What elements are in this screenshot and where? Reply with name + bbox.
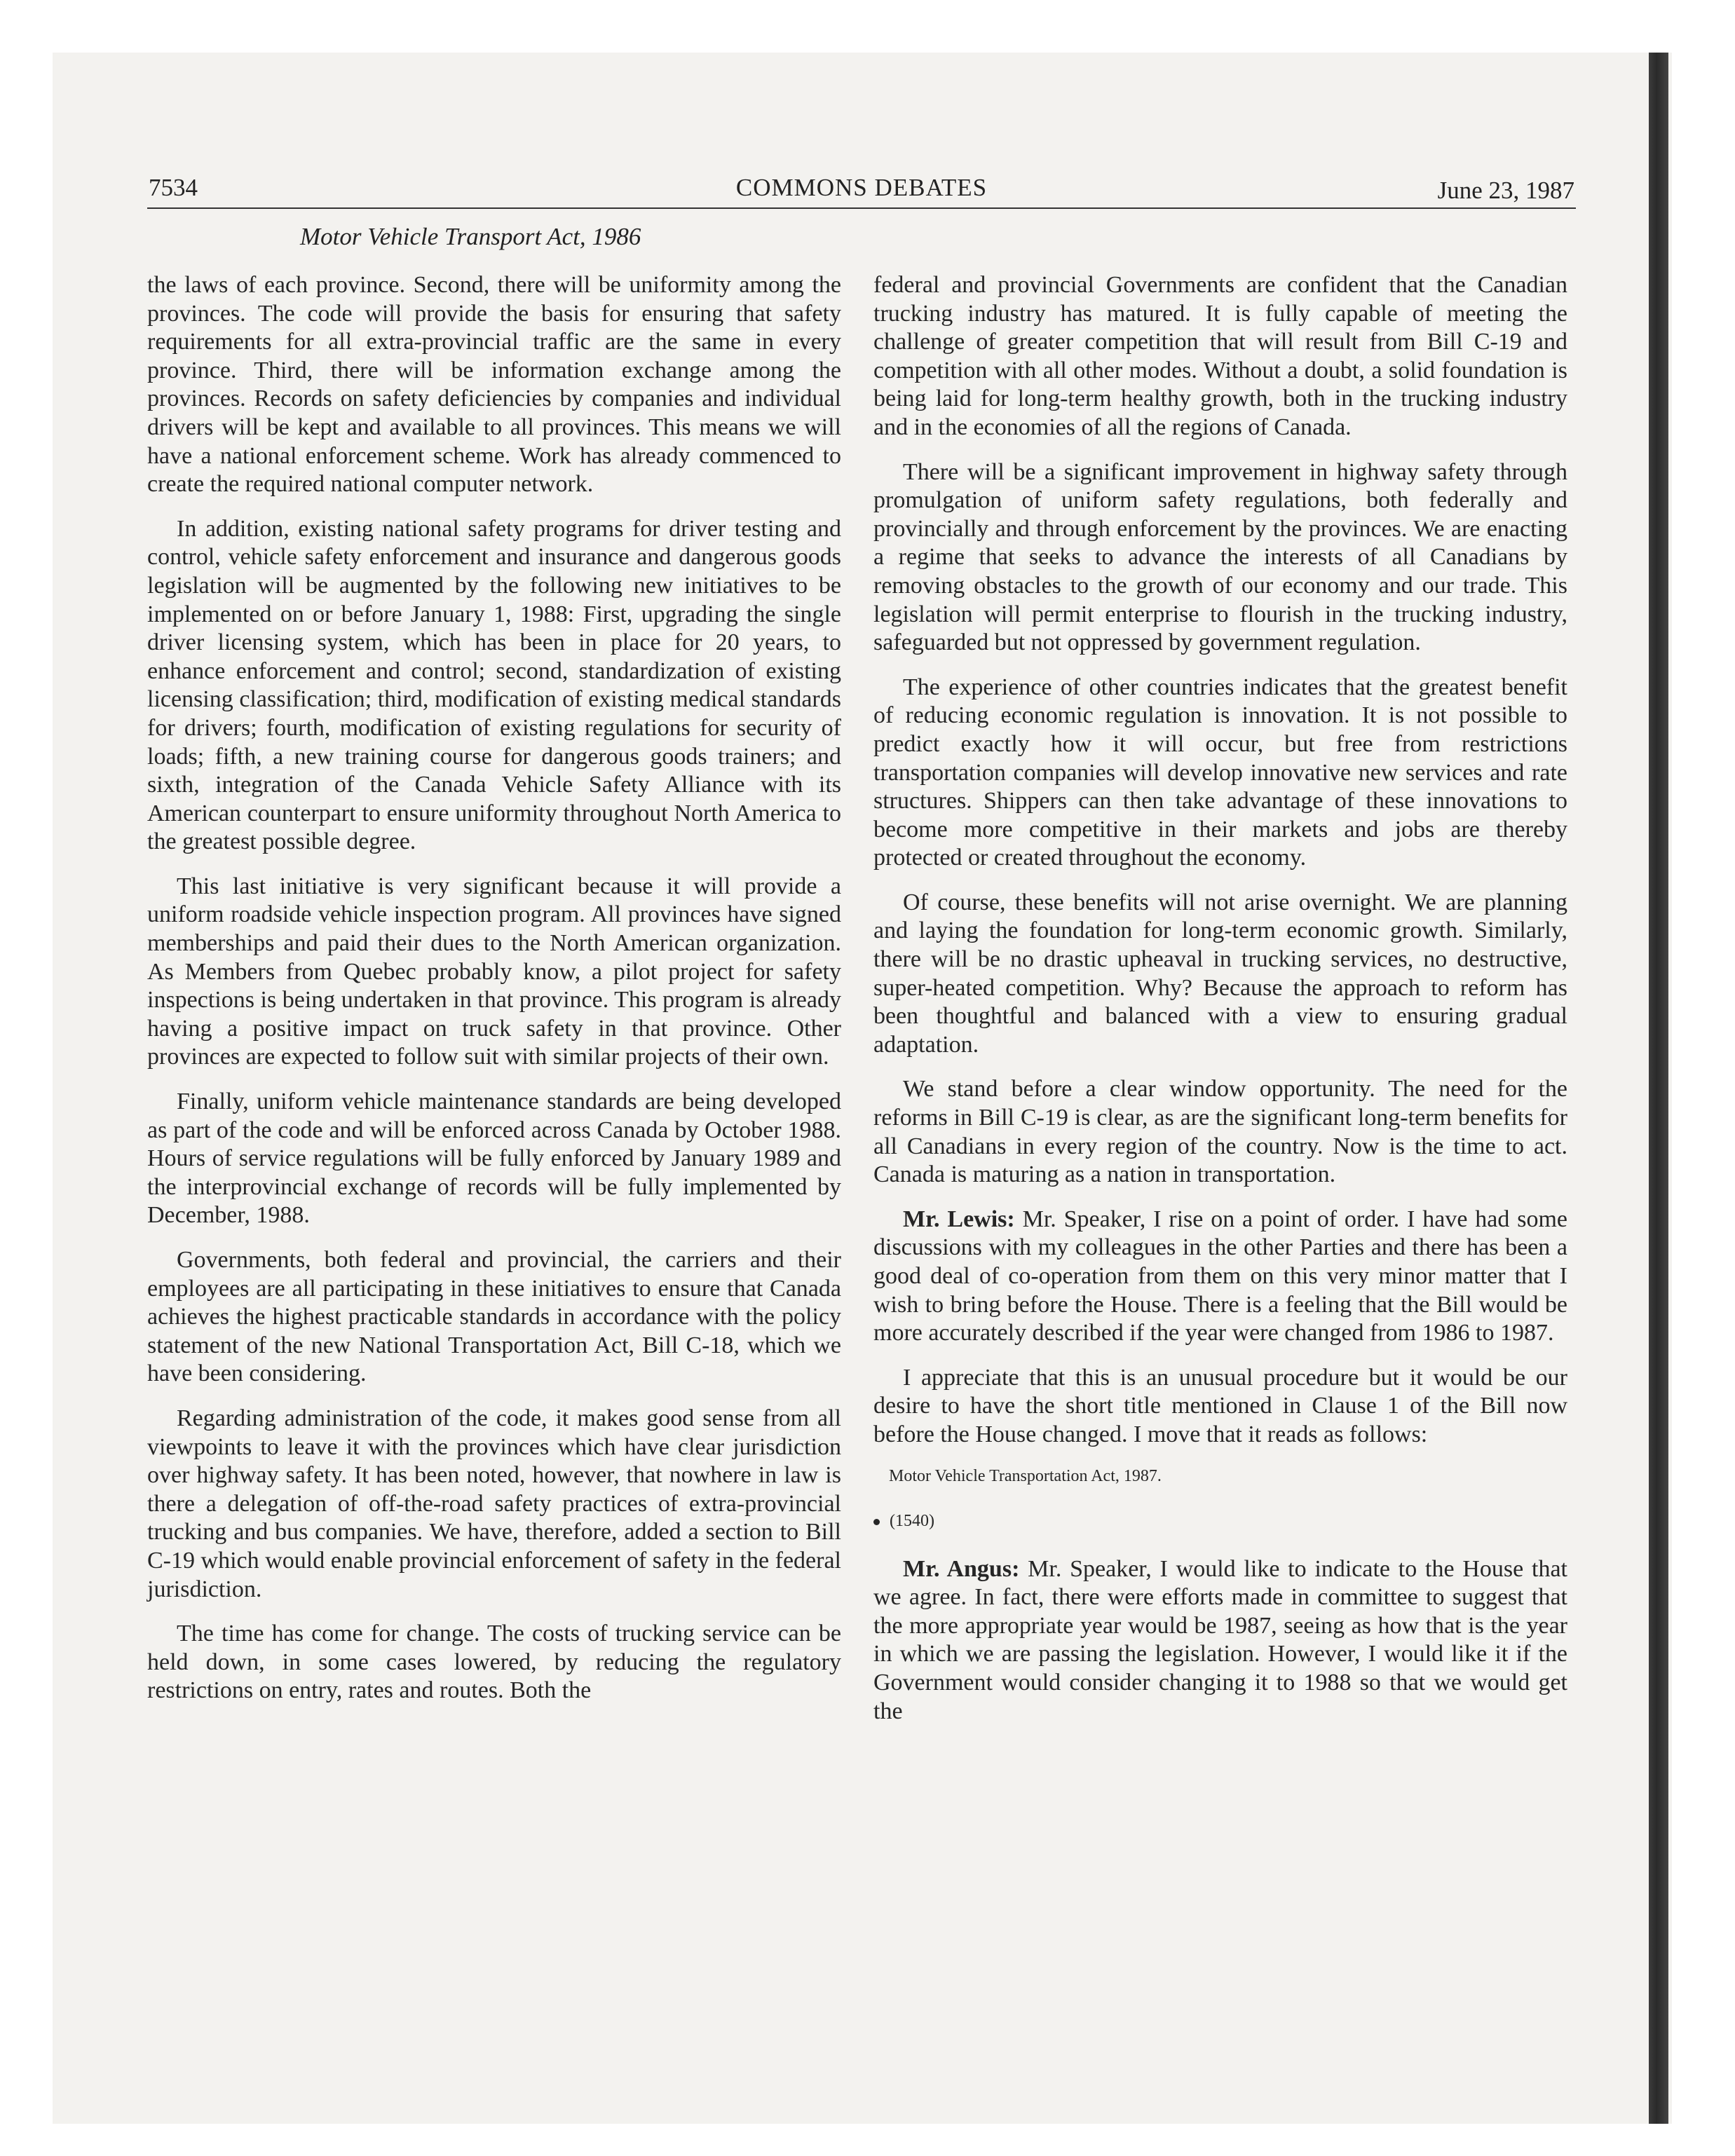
page-header [149,174,1574,210]
speech-text: Mr. Speaker, I would like to indicate to the House that we agree. In fact, there were efforts made in committee to suggest that the more appropriate year would be 1987, seeing as how that is the year in which we are passing the legislation. However, I would like it if the Government would consider changing it to 1988 so that we would get the [873,1555,1567,1724]
speaker-name: Mr. Angus: [903,1555,1020,1582]
time-marker [873,1510,1567,1531]
paragraph: In addition, existing national safety programs for driver testing and control, vehicle safety enforcement and insurance and dangerous goods legislation will be augmented by the following new initiatives to be implemented on or before January 1, 1988: First, upgrading the single driver licensing system, which has been in place for 20 years, to enhance enforcement and control; second, standardization of existing licensing classification; third, modification of existing medical standards for drivers; fourth, modification of existing regulations for security of loads; fifth, a new training course for dangerous goods trainers; and sixth, integration of the Canada Vehicle Safety Alliance with its American counterpart to ensure uniformity throughout North America to the greatest possible degree. [147,515,841,855]
right-column [873,271,1567,1742]
paragraph: The experience of other countries indicates that the greatest benefit of reducing economic regulation is innovation. It is not possible to predict exactly how it will occur, but free from restrictions transportation companies will develop innovative new services and rate structures. Shippers can then take advantage of these innovations to become more competitive in their markets and jobs are thereby protected or created throughout the economy. [873,674,1567,871]
scan-edge-bar [1649,53,1668,2124]
paragraph: We stand before a clear window opportunity. The need for the reforms in Bill C-19 is clear, as are the significant long-term benefits for all Canadians in every region of the country. Now is the time to act. Canada is maturing as a nation in transportation. [873,1076,1567,1188]
left-column [147,271,841,1721]
paragraph: Finally, uniform vehicle maintenance standards are being developed as part of the code and will be enforced across Canada by October 1988. Hours of service regulations will be fully enforced by January 1989 and the interprovincial exchange of records will be fully implemented by December, 1988. [147,1089,841,1229]
page-number: 7534 [149,174,198,201]
speech-lewis [873,1206,1567,1348]
publication-title: COMMONS DEBATES [735,174,988,201]
paragraph: This last initiative is very significant because it will provide a uniform roadside vehicle inspection program. All provinces have signed memberships and paid their dues to the North American organization. As Members from Quebec probably know, a pilot project for safety inspections is being undertaken in that province. This program is already having a positive impact on truck safety in that province. Other provinces are expected to follow suit with similar projects of their own. [147,873,841,1070]
bullet-icon [873,1519,880,1525]
paragraph: Regarding administration of the code, it makes good sense from all viewpoints to leave it with the provinces which have clear jurisdiction over highway safety. It has been noted, however, that nowhere in law is there a delegation of off-the-road safety practices of extra-provincial trucking and bus companies. We have, therefore, added a section to Bill C-19 which would enable provincial enforcement of safety in the federal jurisdiction. [147,1405,841,1602]
paragraph: The time has come for change. The costs of trucking service can be held down, in some cases lowered, by reducing the regulatory restrictions on entry, rates and routes. Both the [147,1621,841,1704]
paragraph: federal and provincial Governments are confident that the Canadian trucking industry has matured. It is fully capable of meeting the challenge of greater competition that will result from Bill C-19 and competition with all other modes. Without a doubt, a solid foundation is being laid for long-term healthy growth, both in the trucking industry and in the economies of all the regions of Canada. [873,272,1567,440]
paragraph: There will be a significant improvement in highway safety through promulgation of uniform safety regulations, both federally and provincially and through enforcement by the provinces. We are enacting a regime that seeks to advance the interests of all Canadians by removing obstacles to the growth of our economy and our trade. This legislation will permit enterprise to flourish in the trucking industry, safeguarded but not oppressed by government regulation. [873,458,1567,656]
quoted-title: Motor Vehicle Transportation Act, 1987. [889,1466,1162,1485]
header-rule [147,207,1576,209]
paragraph: the laws of each province. Second, there will be uniformity among the provinces. The code will provide the basis for ensuring that safety requirements for all extra-provincial traffic are the same in every province. Third, there will be information exchange among the provinces. Records on safety deficiencies by companies and individual drivers will be kept and available to all provinces. This means we will have a national enforcement scheme. Work has already commenced to create the required national computer network. [147,272,841,498]
publication-date: June 23, 1987 [1437,177,1574,204]
paragraph: Governments, both federal and provincial, the carriers and their employees are all participating in these initiatives to ensure that Canada achieves the highest practicable standards in accordance with the policy statement of the new National Transportation Act, Bill C-18, which we have been considering. [147,1247,841,1387]
time-marker-text: (1540) [890,1511,934,1530]
running-head: Motor Vehicle Transport Act, 1986 [300,223,641,250]
speech-angus [873,1555,1567,1726]
paragraph: Of course, these benefits will not arise overnight. We are planning and laying the foundation for long-term economic growth. Similarly, there will be no drastic upheaval in trucking services, no destructive, super-heated competition. Why? Because the approach to reform has been thoughtful and balanced with a view to ensuring gradual adaptation. [873,889,1567,1058]
speech-text: Mr. Speaker, I rise on a point of order. I have had some discussions with my colleagues in the other Parties and there has been a good deal of co-operation from them on this very minor matter that I wish to bring before the House. There is a feeling that the Bill would be more accurately described if the year were changed from 1986 to 1987. [873,1206,1568,1346]
paragraph: I appreciate that this is an unusual procedure but it would be our desire to have the short title mentioned in Clause 1 of the Bill now before the House changed. I move that it reads as follows: [873,1364,1567,1447]
speaker-name: Mr. Lewis: [903,1206,1015,1232]
